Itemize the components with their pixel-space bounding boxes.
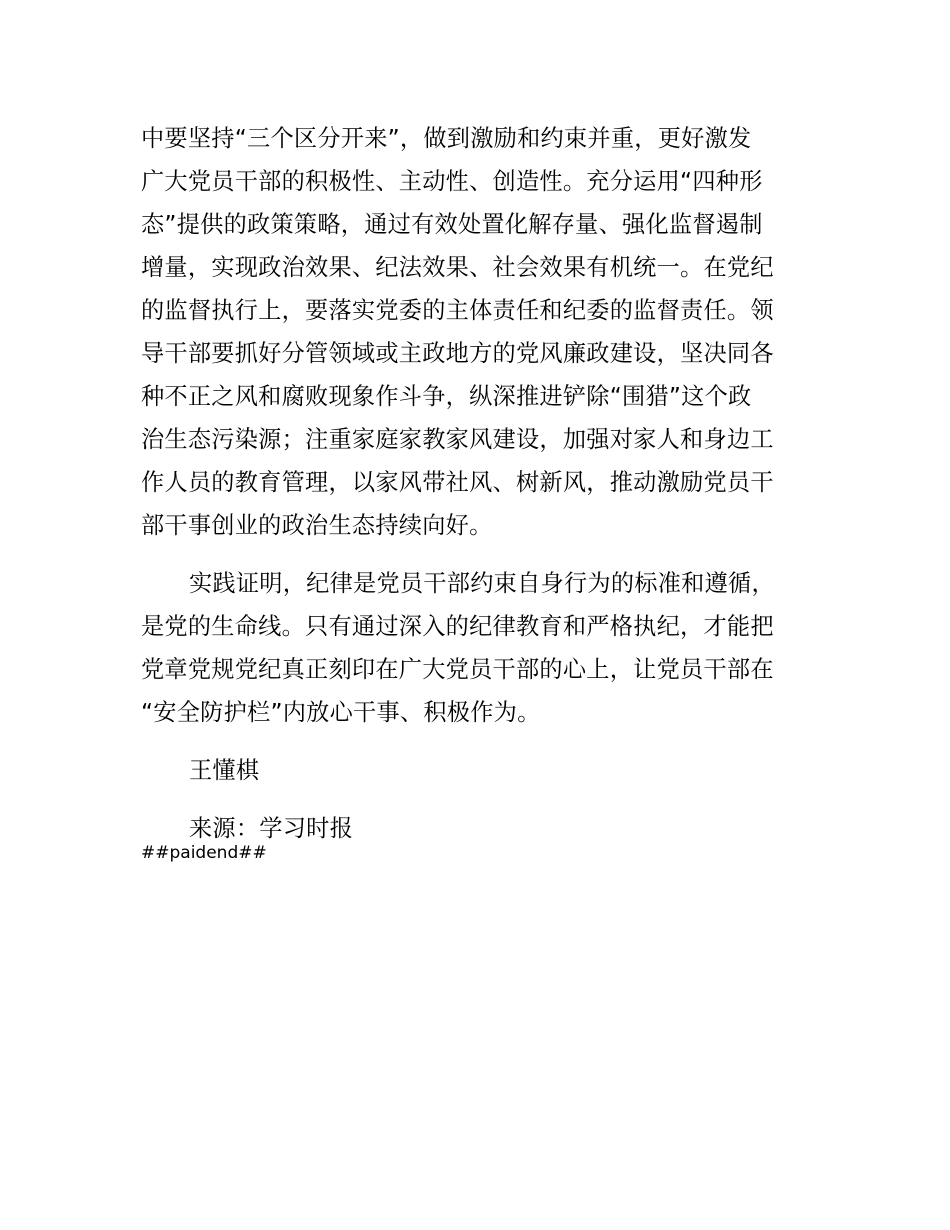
paragraph-1-line: 的监督执行上，要落实党委的主体责任和纪委的监督责任。领 xyxy=(141,297,774,324)
paragraph-1-line: 中要坚持“三个区分开来”，做到激励和约束并重，更好激发 xyxy=(141,125,752,152)
paragraph-1-line: 广大党员干部的积极性、主动性、创造性。充分运用“四种形 xyxy=(141,168,763,195)
paragraph-1-line: 部干事创业的政治生态持续向好。 xyxy=(141,512,493,539)
paragraph-2-line: “安全防护栏”内放心干事、积极作为。 xyxy=(141,699,541,726)
author-name: 王懂棋 xyxy=(189,757,260,784)
paragraph-1-line: 增量，实现政治效果、纪法效果、社会效果有机统一。在党纪 xyxy=(141,254,774,281)
paragraph-1-line: 态”提供的政策策略，通过有效处置化解存量、强化监督遏制 xyxy=(141,211,763,238)
paragraph-1 xyxy=(141,117,821,547)
paragraph-1-line: 作人员的教育管理，以家风带社风、树新风，推动激励党员干 xyxy=(141,469,774,496)
paragraph-2-line: 是党的生命线。只有通过深入的纪律教育和严格执纪，才能把 xyxy=(141,613,774,640)
source-line: 来源：学习时报 xyxy=(189,815,354,842)
paragraph-2 xyxy=(141,562,821,734)
paragraph-2-line: 党章党规党纪真正刻印在广大党员干部的心上，让党员干部在 xyxy=(141,656,774,683)
article-body xyxy=(141,117,821,850)
paragraph-1-line: 治生态污染源；注重家庭家教家风建设，加强对家人和身边工 xyxy=(141,426,774,453)
end-marker: ##paidend## xyxy=(141,843,267,863)
paragraph-2-line: 实践证明，纪律是党员干部约束自身行为的标准和遵循， xyxy=(189,570,775,597)
paragraph-1-line: 种不正之风和腐败现象作斗争，纵深推进铲除“围猎”这个政 xyxy=(141,383,752,410)
paragraph-1-line: 导干部要抓好分管领域或主政地方的党风廉政建设，坚决同各 xyxy=(141,340,774,367)
